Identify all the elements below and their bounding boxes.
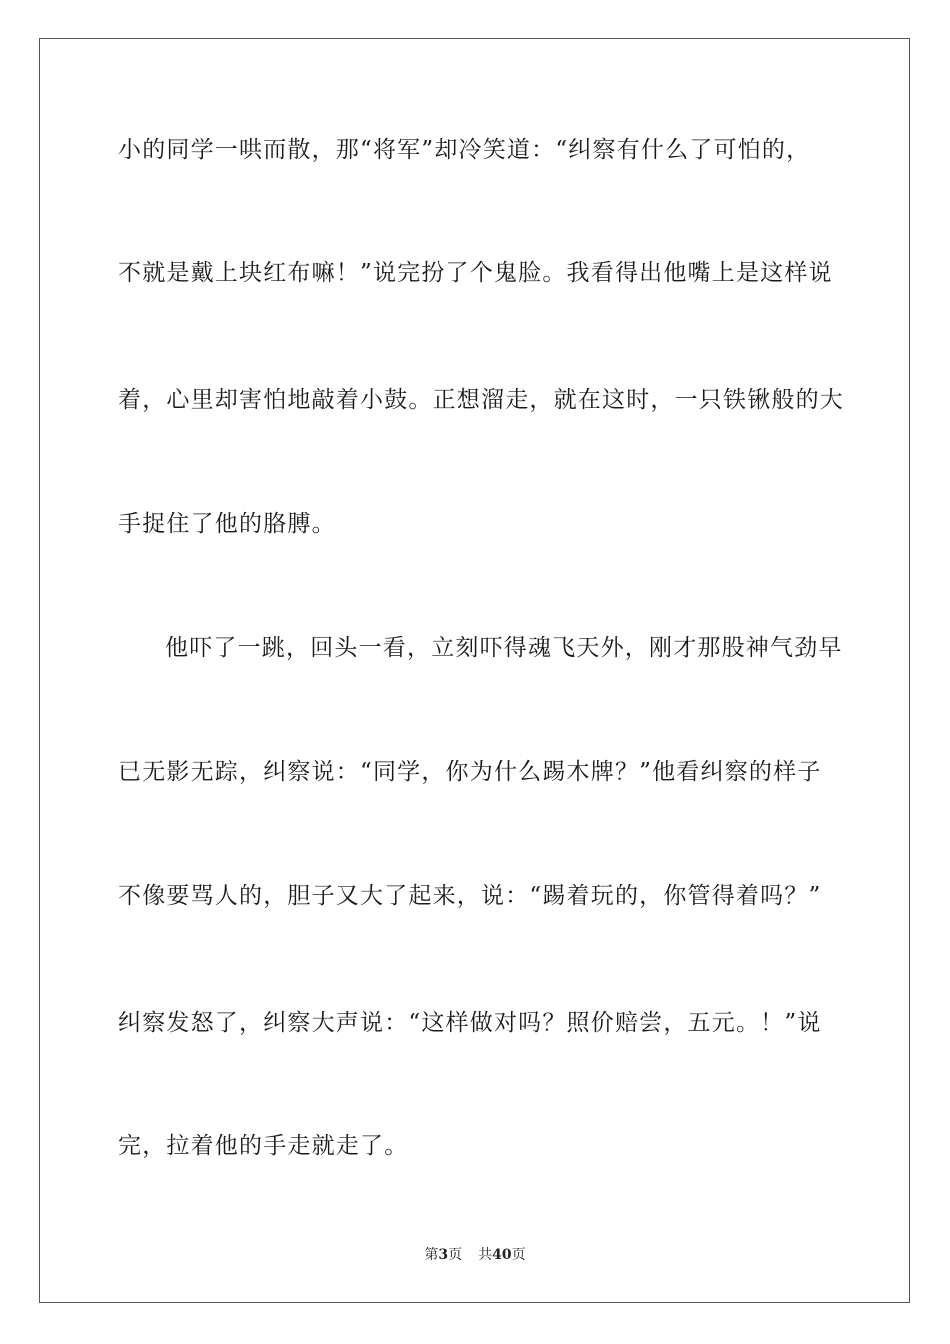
current-page-number: 3 <box>438 1247 449 1263</box>
text-line: 完，拉着他的手走就走了。 <box>118 1133 409 1159</box>
page-suffix: 页 <box>448 1247 463 1263</box>
page-border <box>39 38 910 1303</box>
text-line: 已无影无踪，纠察说：“同学，你为什么踢木牌？”他看纠察的样子 <box>118 759 822 785</box>
paragraph-first-line: 他吓了一跳，回头一看，立刻吓得魂飞天外，刚才那股神气劲早 <box>165 635 843 661</box>
text-line: 不像要骂人的，胆子又大了起来，说：“踢着玩的，你管得着吗？” <box>118 883 822 909</box>
text-line: 不就是戴上块红布嘛！”说完扮了个鬼脸。我看得出他嘴上是这样说 <box>118 260 833 286</box>
text-line: 手捉住了他的胳膊。 <box>118 511 336 537</box>
total-page-count: 40 <box>492 1247 512 1263</box>
page-prefix: 第 <box>424 1247 439 1263</box>
text-line: 小的同学一哄而散，那“将军”却冷笑道：“纠察有什么了可怕的， <box>118 137 811 163</box>
total-prefix: 共 <box>478 1247 493 1263</box>
text-line: 纠察发怒了，纠察大声说：“这样做对吗？照价赔尝，五元。！”说 <box>118 1010 822 1036</box>
total-suffix: 页 <box>511 1247 526 1263</box>
page-footer <box>0 1246 950 1264</box>
text-line: 着，心里却害怕地敲着小鼓。正想溜走，就在这时，一只铁锹般的大 <box>118 387 844 413</box>
